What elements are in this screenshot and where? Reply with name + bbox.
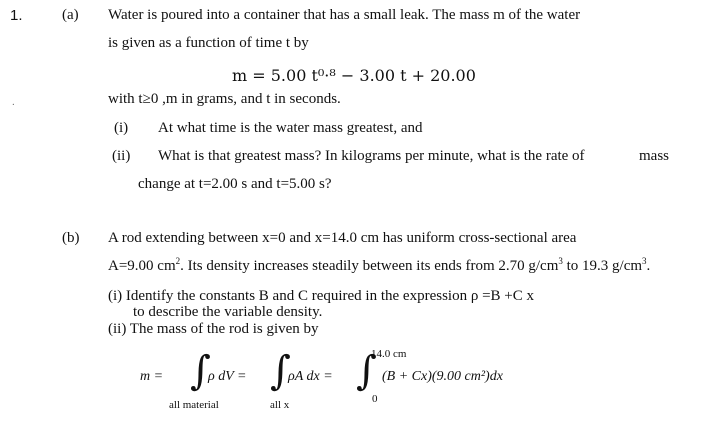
superscript-3b: 3 [642,256,647,266]
sub-i-label: (i) [114,120,129,136]
integral-term-1: ρ dV = [208,369,247,384]
sub-ii-line-2: change at t=2.00 s and t=5.00 s? [138,176,332,192]
lower-limit: 0 [372,393,378,405]
part-b-sub-ii: (ii) The mass of the rod is given by [108,321,319,337]
part-b-sub-i-cont: to describe the variable density. [133,304,323,320]
integral-subscript-all-x: all x [270,399,290,411]
integral-sign-2: ∫ [270,348,291,394]
sub-i-text: At what time is the water mass greatest, and [158,120,423,136]
density-text-b: to 19.3 g/cm [562,258,643,274]
integral-sign-3: ∫ [356,348,377,394]
conditions-text: with t≥0 ,m in grams, and t in seconds. [108,91,341,107]
sub-ii-trailing-word: mass [639,148,669,164]
sub-ii-label: (ii) [112,148,131,164]
superscript-3a: 3 [558,256,563,266]
part-a-label: (a) [62,7,79,23]
part-b-label: (b) [62,230,80,246]
upper-limit: 14.0 cm [371,348,407,360]
part-b-line-1: A rod extending between x=0 and x=14.0 cm has uniform cross-sectional area [108,230,577,246]
integral-subscript-all-material: all material [169,399,219,411]
area-text: A=9.00 cm [108,258,176,274]
integral-term-2: ρA dx = [288,369,333,384]
density-text-a: . Its density increases steadily between its ends from 2.70 g/cm [180,258,559,274]
superscript-2: 2 [175,256,181,266]
margin-mark: . [12,96,15,108]
part-b-sub-i: (i) Identify the constants B and C required in the expression ρ =B +C x [108,288,534,304]
integral-lhs: m = [140,369,164,384]
integral-sign-1: ∫ [190,348,211,394]
part-b-line-2 [108,257,650,275]
part-a-line-2: is given as a function of time t by [108,35,309,51]
period: . [646,258,651,274]
mass-equation: m = 5.00 t⁰·⁸ − 3.00 t + 20.00 [232,66,476,85]
question-number: 1. [10,7,23,24]
part-a-line-1: Water is poured into a container that has a small leak. The mass m of the water [108,7,581,23]
integral-term-3: (B + Cx)(9.00 cm²)dx [382,369,503,384]
sub-ii-text: What is that greatest mass? In kilograms per minute, what is the rate of [158,148,585,164]
